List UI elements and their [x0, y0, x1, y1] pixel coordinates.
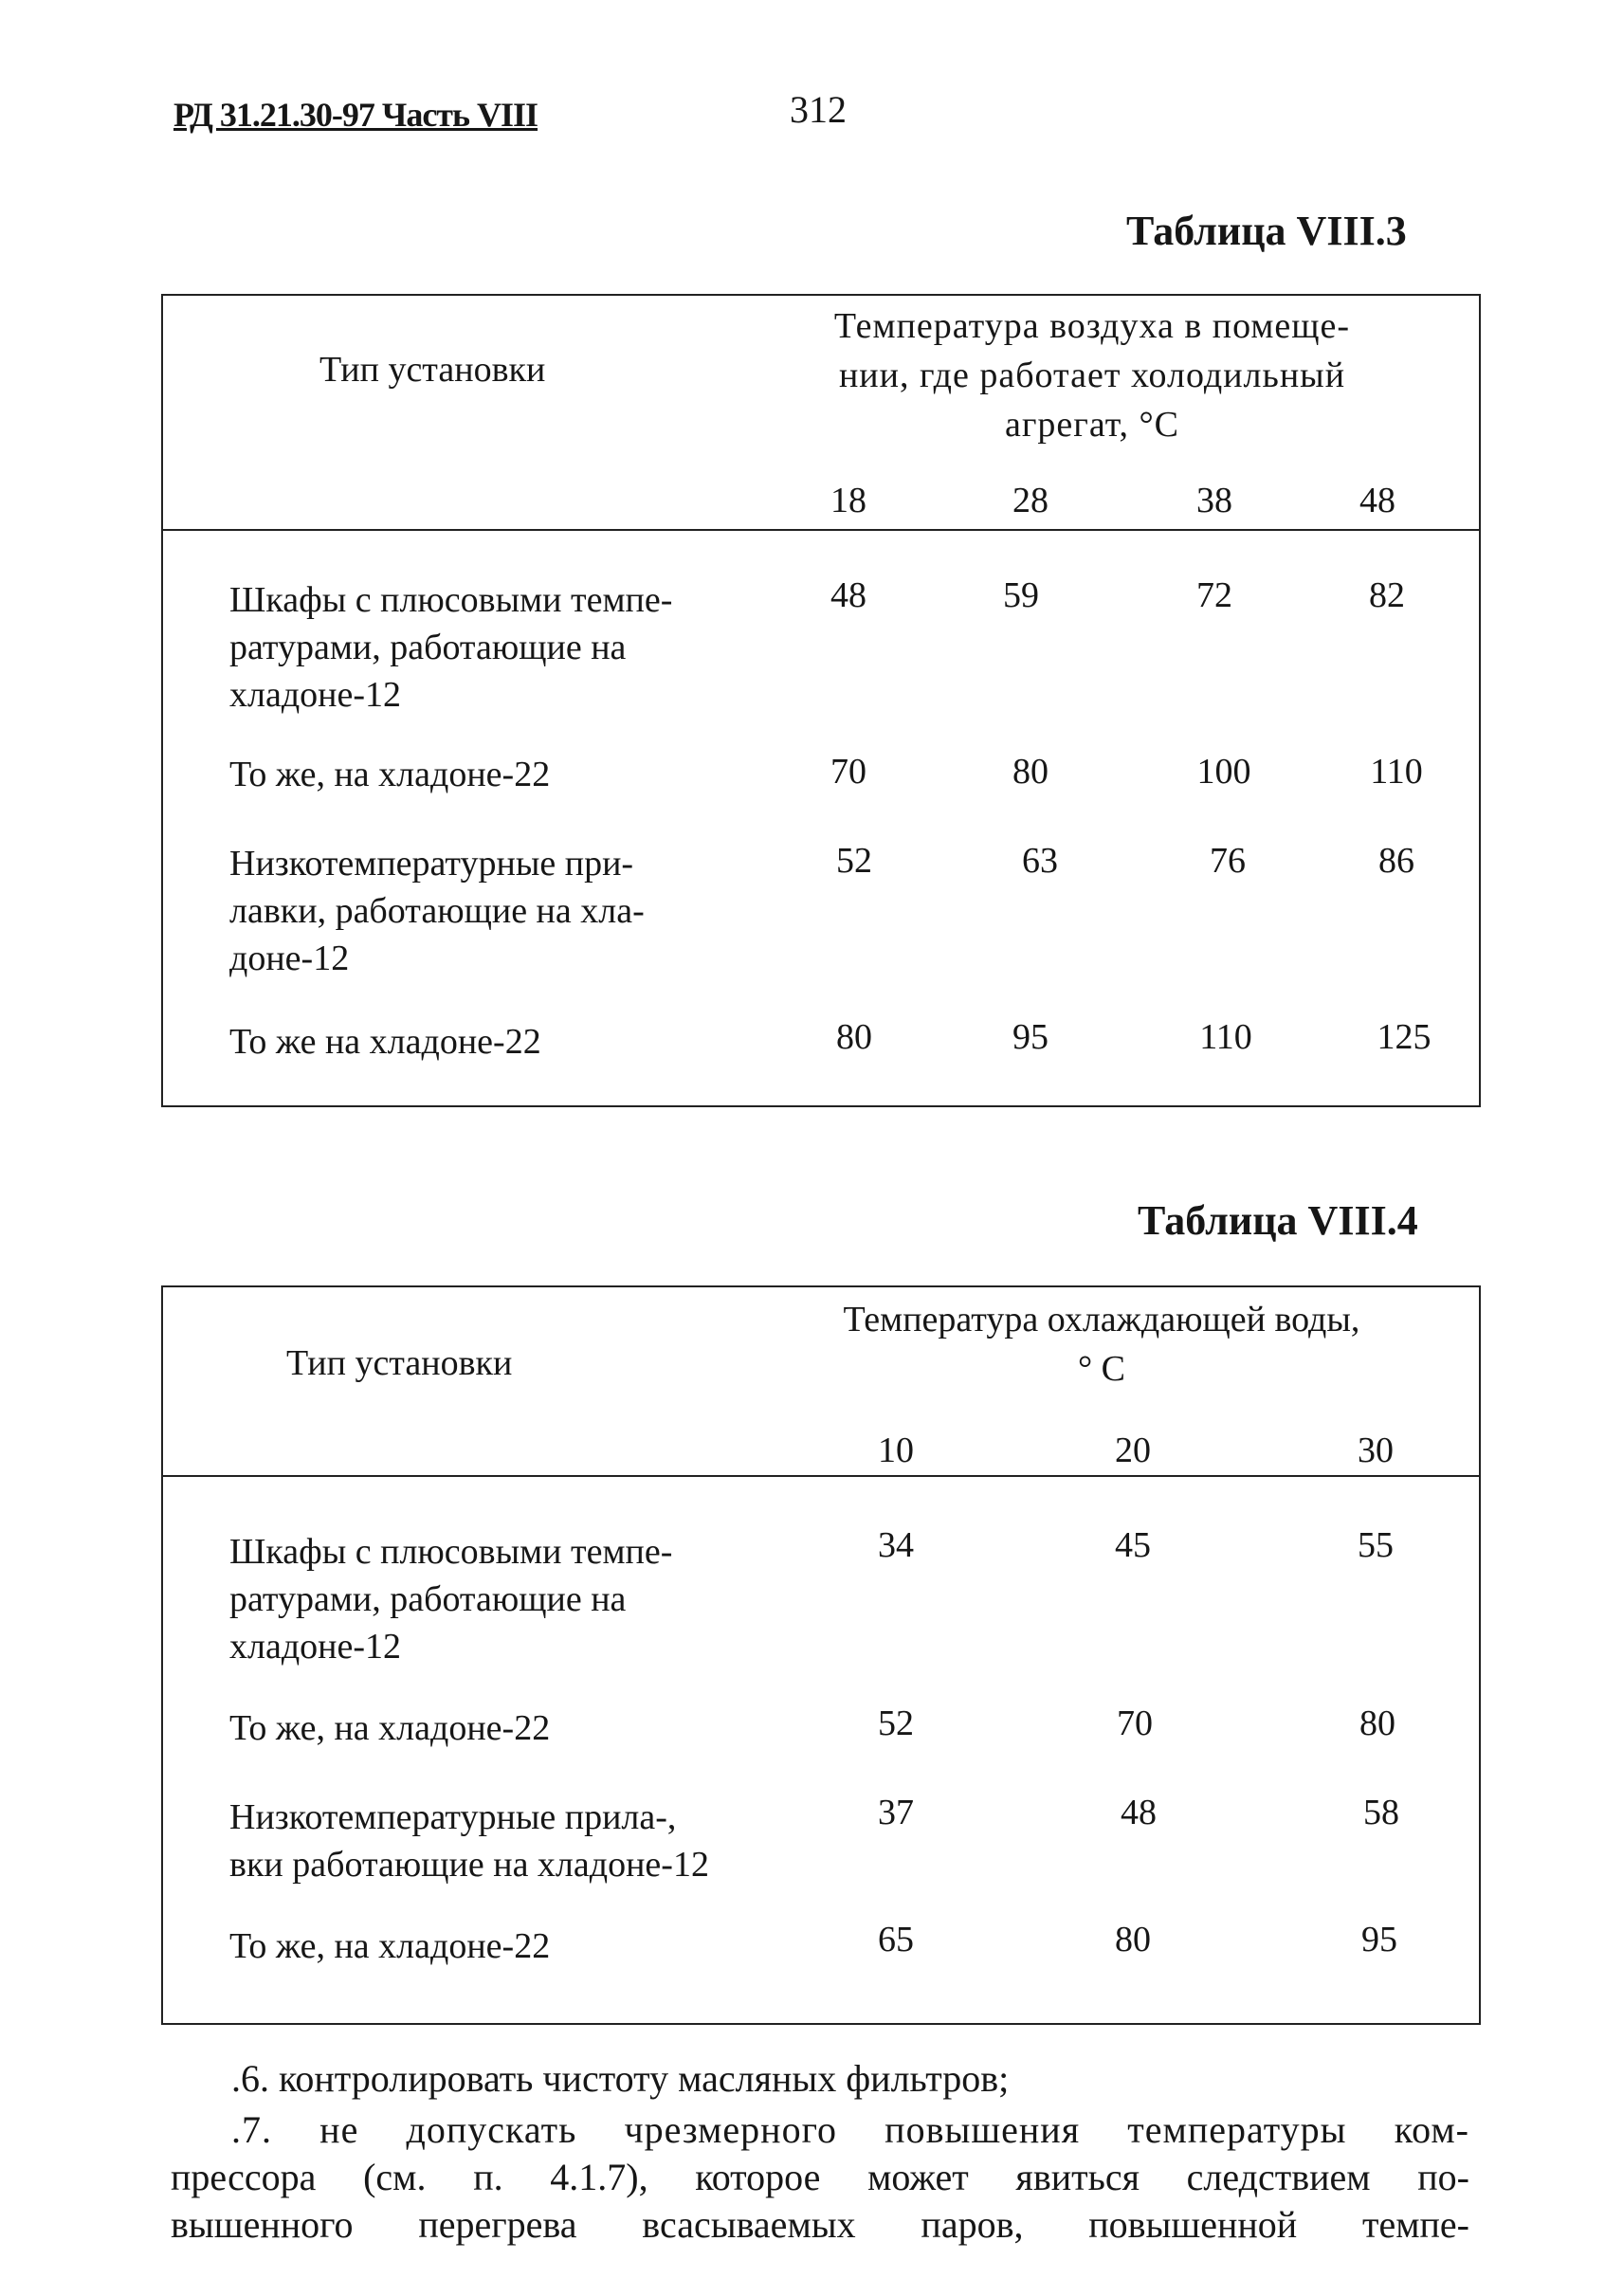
- table-4-column-header: 30: [1358, 1430, 1394, 1470]
- table-3-cell: 110: [1370, 752, 1423, 792]
- table-4-cell: 80: [1115, 1920, 1151, 1959]
- table-4-cell: 95: [1361, 1920, 1397, 1959]
- table-4-caption: Таблица VIII.4: [1138, 1197, 1418, 1244]
- table-4-cell: 45: [1115, 1525, 1151, 1565]
- table-4-cell: 52: [878, 1704, 914, 1743]
- label-line: лавки, работающие на хла-: [229, 891, 645, 931]
- table-4-column-header: 20: [1115, 1430, 1151, 1470]
- table-3-group-header-line: агрегат, °С: [1004, 405, 1180, 445]
- label-line: То же, на хладоне-22: [229, 1708, 551, 1748]
- table-3-cell: 95: [1012, 1017, 1049, 1057]
- table-3-cell: 76: [1210, 841, 1246, 881]
- label-line: вки работающие на хладоне-12: [229, 1845, 709, 1885]
- label-line: Низкотемпературные при-: [229, 844, 634, 884]
- table-4-cell: 70: [1117, 1704, 1153, 1743]
- table-3-cell: 59: [1003, 575, 1039, 615]
- table-3-column-header: 28: [1012, 481, 1049, 520]
- table-3-cell: 110: [1199, 1017, 1252, 1057]
- table-3-group-header-line: нии, где работает холодильный: [838, 355, 1346, 395]
- label-line: То же на хладоне-22: [229, 1022, 541, 1062]
- label-line: Шкафы с плюсовыми темпе-: [229, 1532, 673, 1572]
- table-3-type-header: Тип установки: [319, 350, 546, 390]
- page-number: 312: [790, 88, 847, 131]
- table-4-cell: 34: [878, 1525, 914, 1565]
- body-line: прессора (см. п. 4.1.7), которое может явиться следствием по-: [171, 2156, 1469, 2198]
- table-3-row-label: [229, 840, 645, 982]
- table-3-group-header: [732, 301, 1452, 449]
- table-4-group-header-line: Температура охлаждающей воды,: [843, 1300, 1360, 1339]
- table-4-cell: 55: [1358, 1525, 1394, 1565]
- document-code: РД 31.21.30-97 Часть VIII: [173, 96, 538, 134]
- label-line: Шкафы с плюсовыми темпе-: [229, 580, 673, 620]
- table-3-row-label: [229, 751, 550, 798]
- label-line: Низкотемпературные прила-,: [229, 1797, 677, 1837]
- table-3-column-header: 48: [1359, 481, 1395, 520]
- body-item-7: [171, 2106, 1469, 2249]
- table-3-column-header: 38: [1196, 481, 1232, 520]
- table-4-type-header: Тип установки: [286, 1343, 513, 1383]
- label-line: ратурами, работающие на: [229, 628, 627, 667]
- body-item-6: .6. контролировать чистоту масляных фильтров;: [231, 2057, 1010, 2100]
- table-4-cell: 65: [878, 1920, 914, 1959]
- table-3-cell: 63: [1022, 841, 1058, 881]
- table-4-group-header: [770, 1295, 1433, 1394]
- table-4-header-rule: [163, 1475, 1479, 1477]
- table-3-cell: 52: [836, 841, 872, 881]
- body-line: .7. не допускать чрезмерного повышения температуры ком-: [231, 2108, 1469, 2151]
- table-3-header-rule: [163, 529, 1479, 531]
- table-3-row-label: [229, 576, 672, 719]
- table-3-column-header: 18: [830, 481, 866, 520]
- table-4-column-header: 10: [878, 1430, 914, 1470]
- table-3-cell: 80: [1012, 752, 1049, 792]
- table-4-row-label: [229, 1528, 672, 1670]
- table-4-cell: 58: [1363, 1793, 1399, 1832]
- table-3-cell: 72: [1196, 575, 1232, 615]
- label-line: То же, на хладоне-22: [229, 755, 551, 794]
- table-3: [161, 294, 1481, 1107]
- table-4-row-label: [229, 1922, 550, 1970]
- table-3-row-label: [229, 1018, 541, 1066]
- table-4-group-header-line: ° С: [1077, 1349, 1126, 1389]
- label-line: доне-12: [229, 938, 350, 978]
- table-4-cell: 37: [878, 1793, 914, 1832]
- table-3-cell: 125: [1377, 1017, 1432, 1057]
- table-4: [161, 1285, 1481, 2025]
- label-line: хладоне-12: [229, 675, 402, 715]
- table-3-cell: 82: [1369, 575, 1405, 615]
- table-4-row-label: [229, 1704, 550, 1752]
- label-line: То же, на хладоне-22: [229, 1926, 551, 1966]
- table-3-group-header-line: Температура воздуха в помеще-: [833, 306, 1351, 346]
- table-4-cell: 48: [1121, 1793, 1157, 1832]
- table-3-cell: 70: [830, 752, 866, 792]
- table-4-cell: 80: [1359, 1704, 1395, 1743]
- table-4-row-label: [229, 1794, 709, 1888]
- label-line: хладоне-12: [229, 1627, 402, 1667]
- table-3-cell: 86: [1378, 841, 1414, 881]
- table-3-caption: Таблица VIII.3: [1126, 208, 1407, 254]
- body-line: вышенного перегрева всасываемых паров, повышенной темпе-: [171, 2203, 1469, 2246]
- label-line: ратурами, работающие на: [229, 1579, 627, 1619]
- table-3-cell: 100: [1196, 752, 1251, 792]
- table-3-cell: 48: [830, 575, 866, 615]
- table-3-cell: 80: [836, 1017, 872, 1057]
